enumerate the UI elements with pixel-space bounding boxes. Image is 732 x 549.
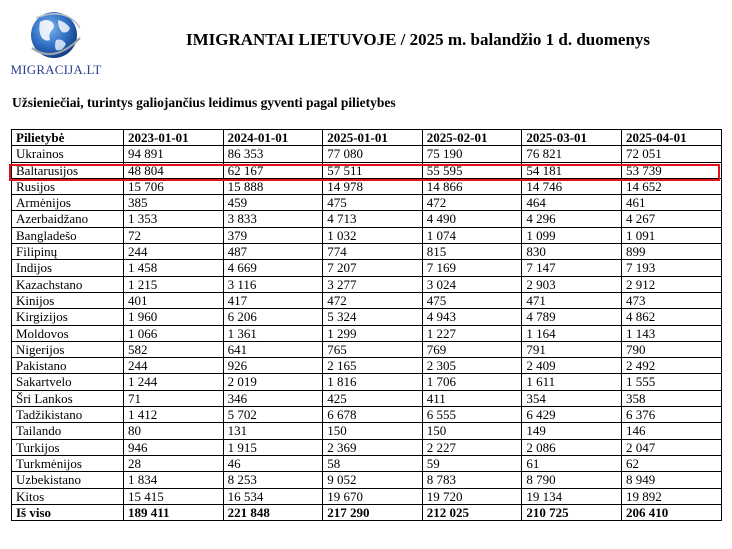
value-cell: 2 409 bbox=[522, 358, 622, 374]
value-cell: 1 960 bbox=[124, 309, 224, 325]
value-cell: 8 790 bbox=[522, 472, 622, 488]
country-cell: Sakartvelo bbox=[12, 374, 124, 390]
value-cell: 5 702 bbox=[223, 407, 323, 423]
header-date: 2025-01-01 bbox=[323, 130, 423, 146]
country-cell: Kirgizijos bbox=[12, 309, 124, 325]
value-cell: 75 190 bbox=[422, 146, 522, 162]
value-cell: 1 458 bbox=[124, 260, 224, 276]
value-cell: 2 305 bbox=[422, 358, 522, 374]
value-cell: 946 bbox=[124, 439, 224, 455]
value-cell: 926 bbox=[223, 358, 323, 374]
country-cell: Moldovos bbox=[12, 325, 124, 341]
value-cell: 8 253 bbox=[223, 472, 323, 488]
country-cell: Tailando bbox=[12, 423, 124, 439]
value-cell: 464 bbox=[522, 195, 622, 211]
value-cell: 6 376 bbox=[621, 407, 721, 423]
value-cell: 15 415 bbox=[124, 488, 224, 504]
value-cell: 48 804 bbox=[124, 162, 224, 178]
value-cell: 1 099 bbox=[522, 227, 622, 243]
table-row bbox=[12, 358, 722, 374]
total-label: Iš viso bbox=[12, 504, 124, 520]
value-cell: 472 bbox=[323, 292, 423, 308]
value-cell: 6 678 bbox=[323, 407, 423, 423]
value-cell: 4 296 bbox=[522, 211, 622, 227]
value-cell: 1 244 bbox=[124, 374, 224, 390]
table-row bbox=[12, 211, 722, 227]
value-cell: 1 361 bbox=[223, 325, 323, 341]
value-cell: 791 bbox=[522, 341, 622, 357]
value-cell: 2 086 bbox=[522, 439, 622, 455]
value-cell: 57 511 bbox=[323, 162, 423, 178]
value-cell: 2 903 bbox=[522, 276, 622, 292]
value-cell: 1 816 bbox=[323, 374, 423, 390]
value-cell: 2 912 bbox=[621, 276, 721, 292]
header-date: 2023-01-01 bbox=[124, 130, 224, 146]
value-cell: 94 891 bbox=[124, 146, 224, 162]
value-cell: 1 353 bbox=[124, 211, 224, 227]
table-caption: Užsieniečiai, turintys galiojančius leidimus gyventi pagal pilietybes bbox=[12, 95, 396, 110]
value-cell: 471 bbox=[522, 292, 622, 308]
country-cell: Tadžikistano bbox=[12, 407, 124, 423]
value-cell: 1 143 bbox=[621, 325, 721, 341]
value-cell: 4 490 bbox=[422, 211, 522, 227]
table-row bbox=[12, 374, 722, 390]
country-cell: Kazachstano bbox=[12, 276, 124, 292]
value-cell: 475 bbox=[422, 292, 522, 308]
value-cell: 58 bbox=[323, 455, 423, 471]
residence-permits-table bbox=[11, 129, 722, 521]
country-cell: Filipinų bbox=[12, 244, 124, 260]
value-cell: 830 bbox=[522, 244, 622, 260]
value-cell: 77 080 bbox=[323, 146, 423, 162]
value-cell: 4 267 bbox=[621, 211, 721, 227]
page-title: IMIGRANTAI LIETUVOJE / 2025 m. balandžio 1 d. duomenys bbox=[185, 30, 651, 49]
table-row bbox=[12, 423, 722, 439]
country-cell: Kinijos bbox=[12, 292, 124, 308]
header-citizenship: Pilietybė bbox=[12, 130, 124, 146]
value-cell: 2 492 bbox=[621, 358, 721, 374]
value-cell: 354 bbox=[522, 390, 622, 406]
value-cell: 7 169 bbox=[422, 260, 522, 276]
value-cell: 71 bbox=[124, 390, 224, 406]
table-row bbox=[12, 227, 722, 243]
table-row bbox=[12, 162, 722, 178]
value-cell: 4 669 bbox=[223, 260, 323, 276]
country-cell: Pakistano bbox=[12, 358, 124, 374]
value-cell: 411 bbox=[422, 390, 522, 406]
header-date: 2025-04-01 bbox=[621, 130, 721, 146]
value-cell: 385 bbox=[124, 195, 224, 211]
value-cell: 86 353 bbox=[223, 146, 323, 162]
value-cell: 3 277 bbox=[323, 276, 423, 292]
value-cell: 19 670 bbox=[323, 488, 423, 504]
value-cell: 401 bbox=[124, 292, 224, 308]
value-cell: 53 739 bbox=[621, 162, 721, 178]
value-cell: 72 bbox=[124, 227, 224, 243]
total-row bbox=[12, 504, 722, 520]
value-cell: 2 369 bbox=[323, 439, 423, 455]
migracija-logo bbox=[6, 4, 106, 80]
header-date: 2025-03-01 bbox=[522, 130, 622, 146]
value-cell: 8 783 bbox=[422, 472, 522, 488]
value-cell: 62 bbox=[621, 455, 721, 471]
value-cell: 55 595 bbox=[422, 162, 522, 178]
value-cell: 1 074 bbox=[422, 227, 522, 243]
value-cell: 2 019 bbox=[223, 374, 323, 390]
country-cell: Armėnijos bbox=[12, 195, 124, 211]
value-cell: 1 299 bbox=[323, 325, 423, 341]
total-cell: 210 725 bbox=[522, 504, 622, 520]
table-row bbox=[12, 439, 722, 455]
table-row bbox=[12, 309, 722, 325]
table-row bbox=[12, 178, 722, 194]
value-cell: 774 bbox=[323, 244, 423, 260]
value-cell: 1 227 bbox=[422, 325, 522, 341]
value-cell: 4 862 bbox=[621, 309, 721, 325]
value-cell: 15 706 bbox=[124, 178, 224, 194]
value-cell: 1 164 bbox=[522, 325, 622, 341]
value-cell: 2 165 bbox=[323, 358, 423, 374]
table-row bbox=[12, 292, 722, 308]
value-cell: 346 bbox=[223, 390, 323, 406]
table-row bbox=[12, 472, 722, 488]
value-cell: 8 949 bbox=[621, 472, 721, 488]
value-cell: 3 024 bbox=[422, 276, 522, 292]
total-cell: 217 290 bbox=[323, 504, 423, 520]
value-cell: 425 bbox=[323, 390, 423, 406]
value-cell: 76 821 bbox=[522, 146, 622, 162]
table-row bbox=[12, 244, 722, 260]
table-row bbox=[12, 260, 722, 276]
country-cell: Kitos bbox=[12, 488, 124, 504]
value-cell: 6 429 bbox=[522, 407, 622, 423]
country-cell: Rusijos bbox=[12, 178, 124, 194]
value-cell: 487 bbox=[223, 244, 323, 260]
value-cell: 244 bbox=[124, 358, 224, 374]
value-cell: 16 534 bbox=[223, 488, 323, 504]
value-cell: 1 091 bbox=[621, 227, 721, 243]
country-cell: Nigerijos bbox=[12, 341, 124, 357]
value-cell: 19 892 bbox=[621, 488, 721, 504]
value-cell: 14 652 bbox=[621, 178, 721, 194]
value-cell: 9 052 bbox=[323, 472, 423, 488]
value-cell: 1 555 bbox=[621, 374, 721, 390]
value-cell: 1 412 bbox=[124, 407, 224, 423]
value-cell: 14 978 bbox=[323, 178, 423, 194]
country-cell: Turkijos bbox=[12, 439, 124, 455]
value-cell: 641 bbox=[223, 341, 323, 357]
value-cell: 149 bbox=[522, 423, 622, 439]
value-cell: 150 bbox=[323, 423, 423, 439]
value-cell: 7 193 bbox=[621, 260, 721, 276]
country-cell: Uzbekistano bbox=[12, 472, 124, 488]
globe-icon bbox=[26, 8, 86, 62]
value-cell: 472 bbox=[422, 195, 522, 211]
value-cell: 19 720 bbox=[422, 488, 522, 504]
table-header-row bbox=[12, 130, 722, 146]
value-cell: 459 bbox=[223, 195, 323, 211]
country-cell: Baltarusijos bbox=[12, 162, 124, 178]
value-cell: 790 bbox=[621, 341, 721, 357]
value-cell: 379 bbox=[223, 227, 323, 243]
total-cell: 221 848 bbox=[223, 504, 323, 520]
value-cell: 54 181 bbox=[522, 162, 622, 178]
value-cell: 72 051 bbox=[621, 146, 721, 162]
table-row bbox=[12, 195, 722, 211]
value-cell: 146 bbox=[621, 423, 721, 439]
value-cell: 1 611 bbox=[522, 374, 622, 390]
value-cell: 1 834 bbox=[124, 472, 224, 488]
value-cell: 150 bbox=[422, 423, 522, 439]
value-cell: 2 227 bbox=[422, 439, 522, 455]
value-cell: 3 116 bbox=[223, 276, 323, 292]
table-row bbox=[12, 146, 722, 162]
country-cell: Bangladešo bbox=[12, 227, 124, 243]
country-cell: Azerbaidžano bbox=[12, 211, 124, 227]
header-date: 2025-02-01 bbox=[422, 130, 522, 146]
value-cell: 1 915 bbox=[223, 439, 323, 455]
value-cell: 765 bbox=[323, 341, 423, 357]
table-row bbox=[12, 407, 722, 423]
value-cell: 1 215 bbox=[124, 276, 224, 292]
value-cell: 4 789 bbox=[522, 309, 622, 325]
country-cell: Šri Lankos bbox=[12, 390, 124, 406]
country-cell: Turkmėnijos bbox=[12, 455, 124, 471]
value-cell: 62 167 bbox=[223, 162, 323, 178]
value-cell: 28 bbox=[124, 455, 224, 471]
value-cell: 6 206 bbox=[223, 309, 323, 325]
country-cell: Ukrainos bbox=[12, 146, 124, 162]
value-cell: 59 bbox=[422, 455, 522, 471]
value-cell: 769 bbox=[422, 341, 522, 357]
value-cell: 582 bbox=[124, 341, 224, 357]
value-cell: 358 bbox=[621, 390, 721, 406]
value-cell: 7 147 bbox=[522, 260, 622, 276]
country-cell: Indijos bbox=[12, 260, 124, 276]
value-cell: 5 324 bbox=[323, 309, 423, 325]
table-body bbox=[12, 146, 722, 505]
value-cell: 1 706 bbox=[422, 374, 522, 390]
value-cell: 4 943 bbox=[422, 309, 522, 325]
value-cell: 4 713 bbox=[323, 211, 423, 227]
table-row bbox=[12, 276, 722, 292]
total-cell: 206 410 bbox=[621, 504, 721, 520]
total-cell: 212 025 bbox=[422, 504, 522, 520]
value-cell: 461 bbox=[621, 195, 721, 211]
value-cell: 80 bbox=[124, 423, 224, 439]
value-cell: 6 555 bbox=[422, 407, 522, 423]
value-cell: 244 bbox=[124, 244, 224, 260]
table-row bbox=[12, 390, 722, 406]
header-date: 2024-01-01 bbox=[223, 130, 323, 146]
table-row bbox=[12, 455, 722, 471]
table-row bbox=[12, 341, 722, 357]
total-cell: 189 411 bbox=[124, 504, 224, 520]
value-cell: 1 032 bbox=[323, 227, 423, 243]
value-cell: 46 bbox=[223, 455, 323, 471]
logo-text: MIGRACIJA.LT bbox=[10, 62, 102, 77]
value-cell: 61 bbox=[522, 455, 622, 471]
value-cell: 475 bbox=[323, 195, 423, 211]
value-cell: 815 bbox=[422, 244, 522, 260]
table-row bbox=[12, 325, 722, 341]
value-cell: 131 bbox=[223, 423, 323, 439]
value-cell: 14 866 bbox=[422, 178, 522, 194]
value-cell: 7 207 bbox=[323, 260, 423, 276]
value-cell: 3 833 bbox=[223, 211, 323, 227]
value-cell: 899 bbox=[621, 244, 721, 260]
table-row bbox=[12, 488, 722, 504]
value-cell: 417 bbox=[223, 292, 323, 308]
value-cell: 14 746 bbox=[522, 178, 622, 194]
value-cell: 19 134 bbox=[522, 488, 622, 504]
value-cell: 15 888 bbox=[223, 178, 323, 194]
value-cell: 473 bbox=[621, 292, 721, 308]
value-cell: 2 047 bbox=[621, 439, 721, 455]
value-cell: 1 066 bbox=[124, 325, 224, 341]
